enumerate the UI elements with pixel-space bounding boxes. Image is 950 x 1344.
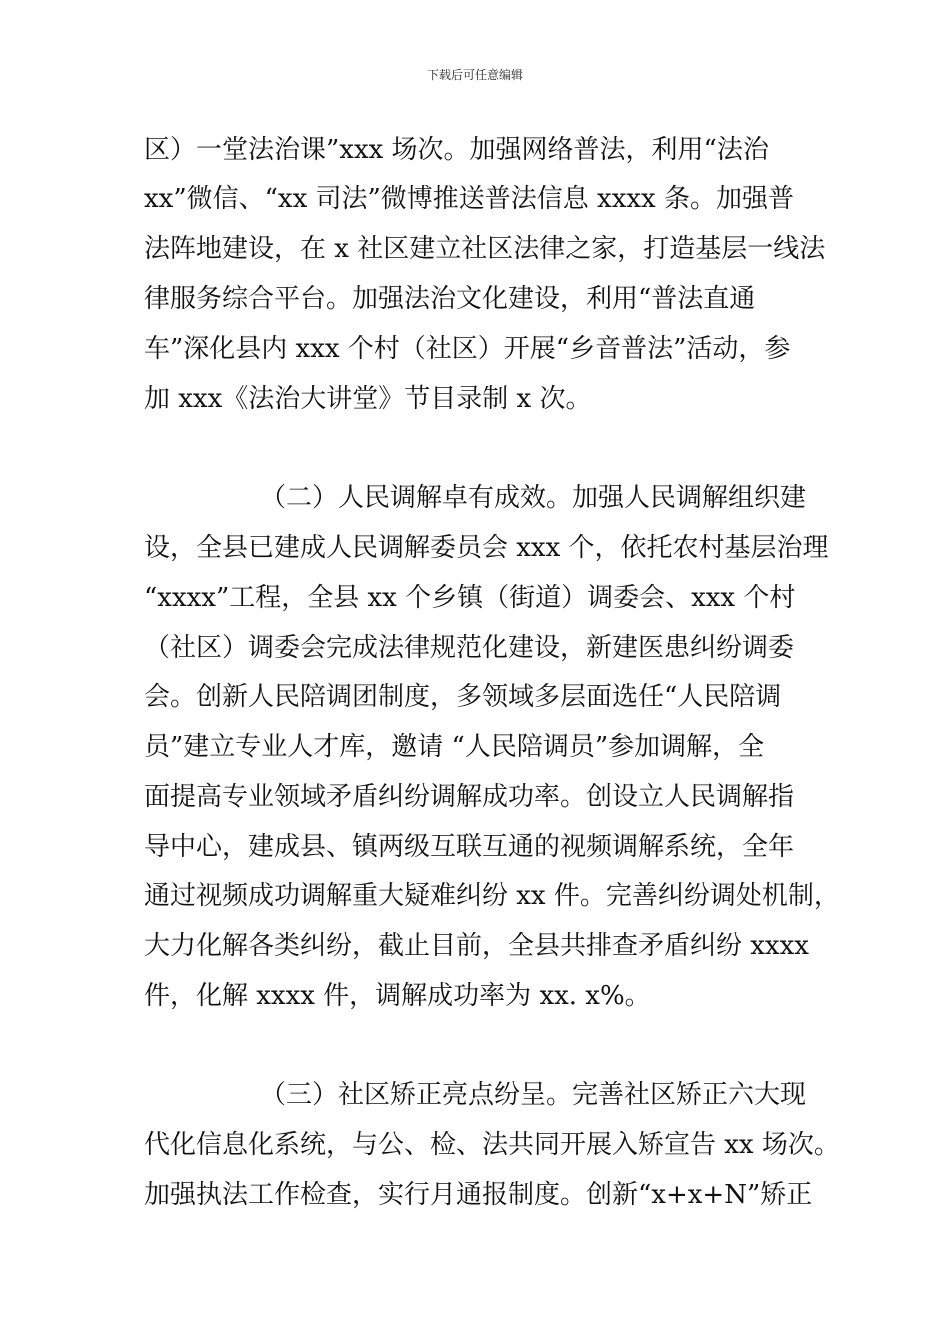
text-line: 面提高专业领域矛盾纠纷调解成功率。创设立人民调解指 bbox=[144, 782, 795, 812]
text-line: 区）一堂法治课”xxx 场次。加强网络普法，利用“法治 bbox=[144, 135, 769, 165]
text-line: 件，化解 xxxx 件，调解成功率为 xx. x%。 bbox=[144, 981, 651, 1011]
text-line: 通过视频成功调解重大疑难纠纷 xx 件。完善纠纷调处机制， bbox=[144, 881, 840, 911]
text-line: xx”微信、“xx 司法”微博推送普法信息 xxxx 条。加强普 bbox=[144, 184, 794, 214]
text-line: 会。创新人民陪调团制度，多领域多层面选任“人民陪调 bbox=[144, 682, 782, 712]
text-line: 律服务综合平台。加强法治文化建设，利用“普法直通 bbox=[144, 284, 756, 314]
text-line: 员”建立专业人才库，邀请 “人民陪调员”参加调解，全 bbox=[144, 732, 765, 762]
text-line: （社区）调委会完成法律规范化建设，新建医患纠纷调委 bbox=[144, 633, 795, 663]
text-line: （二）人民调解卓有成效。加强人民调解组织建 bbox=[260, 483, 807, 513]
text-line: 加 xxx《法治大讲堂》节目录制 x 次。 bbox=[144, 384, 592, 414]
text-line: 车”深化县内 xxx 个村（社区）开展“乡音普法”活动，参 bbox=[144, 334, 791, 364]
text-line: “xxxx”工程，全县 xx 个乡镇（街道）调委会、xxx 个村 bbox=[144, 583, 796, 613]
text-line: 代化信息化系统，与公、检、法共同开展入矫宣告 xx 场次。 bbox=[144, 1130, 840, 1160]
text-line: 加强执法工作检查，实行月通报制度。创新“x+x+N”矫正 bbox=[144, 1180, 813, 1210]
text-line: （三）社区矫正亮点纷呈。完善社区矫正六大现 bbox=[260, 1080, 807, 1110]
text-line: 设，全县已建成人民调解委员会 xxx 个，依托农村基层治理 bbox=[144, 533, 829, 563]
text-line: 导中心，建成县、镇两级互联互通的视频调解系统，全年 bbox=[144, 832, 795, 862]
text-line: 法阵地建设，在 x 社区建立社区法律之家，打造基层一线法 bbox=[144, 234, 826, 264]
text-line: 大力化解各类纠纷，截止目前，全县共排查矛盾纠纷 xxxx bbox=[144, 931, 809, 961]
page-header: 下载后可任意编辑 bbox=[426, 68, 523, 82]
